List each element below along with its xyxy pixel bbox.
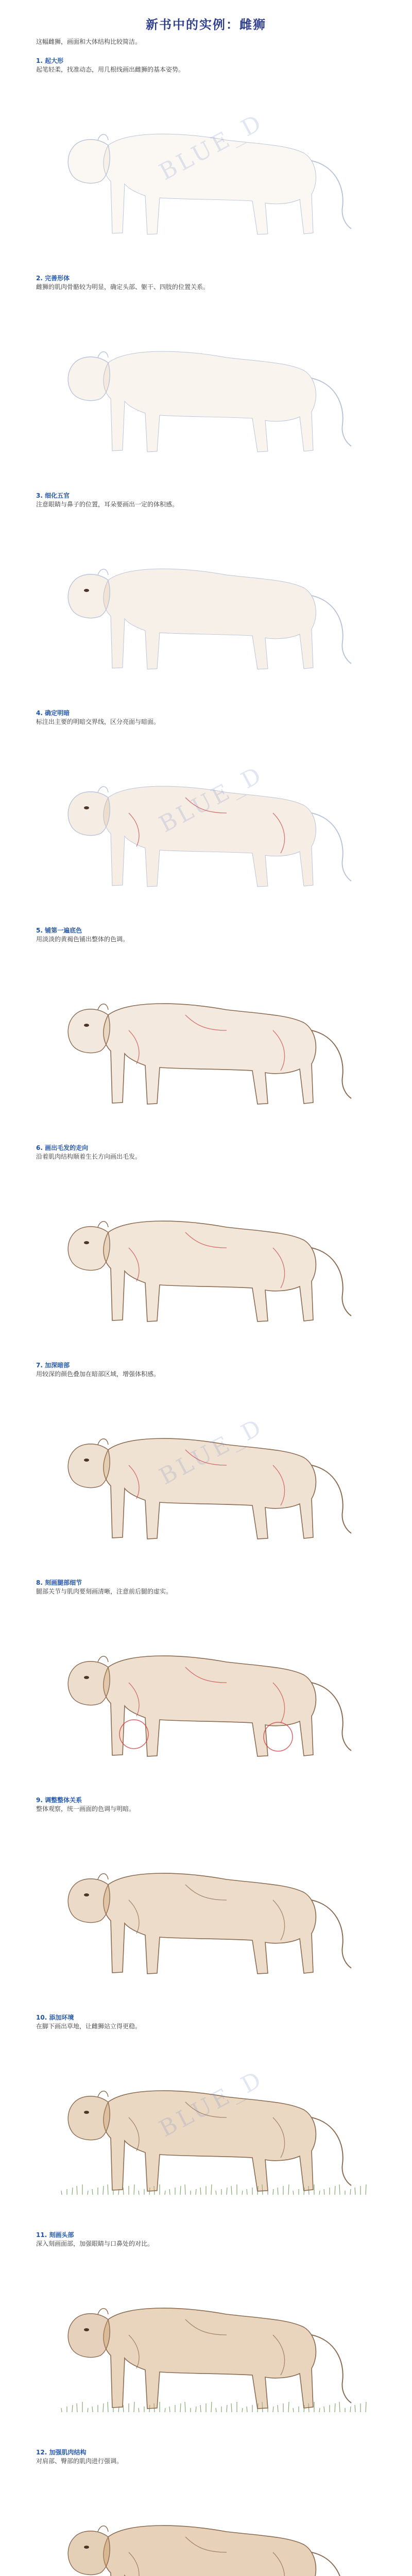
step-number: 12. (36, 2449, 47, 2456)
tail (312, 2117, 351, 2185)
step-heading: 刻画头部 (47, 2231, 74, 2239)
grass-strokes (61, 2402, 366, 2412)
detail-circle (264, 1722, 293, 1751)
lioness-drawing (31, 1823, 381, 1993)
ear-stroke (98, 1004, 108, 1010)
tail (312, 2335, 351, 2403)
ear-stroke (98, 569, 108, 575)
eye (84, 1893, 89, 1896)
step-illustration (31, 736, 381, 906)
lioness-drawing (31, 2475, 381, 2576)
step-heading: 加强肌肉结构 (47, 2449, 87, 2456)
step-number: 8. (36, 1579, 43, 1586)
tail (312, 378, 351, 446)
eye (84, 2111, 89, 2114)
lioness-head (68, 1444, 110, 1488)
step-text: 起笔轻柔，找准动态，用几根线画出雌狮的基本姿势。 (36, 66, 185, 73)
ear-stroke (98, 1656, 108, 1662)
lioness-head (68, 2314, 110, 2358)
tail (312, 813, 351, 881)
eye (84, 1676, 89, 1679)
step-number: 5. (36, 927, 43, 934)
watermark: BLUE_D (154, 760, 268, 838)
lioness-head (68, 1879, 110, 1923)
step-illustration (31, 953, 381, 1123)
step-number: 4. (36, 709, 43, 717)
lioness-head (68, 1227, 110, 1270)
lioness-head (68, 2096, 110, 2140)
tail (312, 1030, 351, 1098)
lioness-drawing (31, 953, 381, 1123)
watermark: BLUE_D (154, 1413, 268, 1490)
lioness-body (104, 351, 316, 452)
lioness-drawing (31, 301, 381, 471)
step-text: 用较深的颜色叠加在暗部区域，增强体积感。 (36, 1370, 160, 1378)
lioness-head (68, 357, 110, 401)
watermark: BLUE_D (154, 108, 268, 186)
lioness-head (68, 574, 110, 618)
step-caption (36, 57, 376, 74)
step-illustration (31, 1388, 381, 1558)
step-heading: 调整整体关系 (42, 1797, 82, 1804)
step-number: 9. (36, 1797, 43, 1804)
step-text: 沿着肌肉结构顺着生长方向画出毛发。 (36, 1153, 142, 1160)
ear-stroke (98, 787, 108, 792)
lioness-head (68, 2531, 110, 2575)
lioness-head (68, 1662, 110, 1705)
tail (312, 1900, 351, 1968)
lioness-body (104, 1656, 316, 1756)
step-illustration (31, 1171, 381, 1341)
eye (84, 806, 89, 809)
ear-stroke (98, 2091, 108, 2097)
step-text: 用淡淡的黄褐色铺出整体的色调。 (36, 936, 129, 943)
step-caption (36, 492, 376, 509)
lioness-body (104, 1873, 316, 1974)
eye (84, 1024, 89, 1027)
eye (84, 2546, 89, 2549)
lioness-body (104, 1004, 316, 1104)
lioness-body (104, 1221, 316, 1321)
ear-stroke (98, 2309, 108, 2314)
ear-stroke (98, 1874, 108, 1879)
step-text: 标注出主要的明暗交界线，区分亮面与暗面。 (36, 718, 160, 725)
step-caption (36, 274, 376, 292)
lioness-body (104, 569, 316, 669)
step-caption (36, 2013, 376, 2031)
ear-stroke (98, 2526, 108, 2532)
lioness-drawing (31, 83, 381, 253)
step-illustration (31, 301, 381, 471)
lioness-drawing (31, 2258, 381, 2428)
tail (312, 1465, 351, 1533)
step-number: 10. (36, 2014, 47, 2021)
step-heading: 铺第一遍底色 (42, 927, 82, 934)
step-number: 11. (36, 2231, 47, 2239)
step-caption (36, 1361, 376, 1379)
step-caption (36, 926, 376, 944)
tail (312, 2552, 351, 2576)
step-number: 7. (36, 1362, 43, 1369)
step-illustration (31, 2040, 381, 2210)
lioness-head (68, 1009, 110, 1053)
ear-stroke (98, 352, 108, 358)
step-illustration (31, 2475, 381, 2576)
step-text: 在脚下画出草地，让雌狮站立得更稳。 (36, 2023, 142, 2030)
ear-stroke (98, 134, 108, 140)
step-text: 腿部关节与肌肉要刻画清晰，注意前后腿的虚实。 (36, 1588, 173, 1595)
step-caption (36, 1144, 376, 1161)
tail (312, 596, 351, 664)
lioness-head (68, 140, 110, 183)
step-illustration (31, 2258, 381, 2428)
step-illustration (31, 1605, 381, 1775)
page-title: 新书中的实例：雌狮 (146, 17, 266, 32)
step-heading: 完善形体 (42, 275, 70, 282)
step-caption (36, 709, 376, 726)
step-caption (36, 1796, 376, 1814)
lioness-drawing (31, 736, 381, 906)
step-heading: 加深暗部 (42, 1362, 70, 1369)
lioness-drawing (31, 1171, 381, 1341)
lioness-drawing (31, 1605, 381, 1775)
step-heading: 添加环境 (47, 2014, 74, 2021)
ear-stroke (98, 1439, 108, 1445)
step-number: 1. (36, 57, 43, 64)
tail (312, 1248, 351, 1316)
tail (312, 161, 351, 229)
step-text: 深入刻画面部，加强眼睛与口鼻处的对比。 (36, 2240, 154, 2247)
step-illustration (31, 518, 381, 688)
step-caption (36, 2448, 376, 2466)
grass-strokes (61, 2184, 366, 2195)
eye (84, 2328, 89, 2331)
step-caption (36, 2231, 376, 2248)
intro-text: 这幅雌狮，画面和大体结构比较简洁。 (36, 38, 142, 45)
lioness-body (104, 2308, 316, 2409)
step-number: 3. (36, 492, 43, 499)
eye (84, 1459, 89, 1462)
step-illustration (31, 83, 381, 253)
ear-stroke (98, 1222, 108, 1227)
watermark: BLUE_D (154, 2065, 268, 2143)
step-illustration (31, 1823, 381, 1993)
step-text: 整体观察，统一画面的色调与明暗。 (36, 1805, 135, 1812)
step-number: 2. (36, 275, 43, 282)
step-heading: 起大形 (42, 57, 64, 64)
step-caption (36, 1579, 376, 1596)
step-heading: 刻画腿部细节 (42, 1579, 82, 1586)
lioness-drawing (31, 1388, 381, 1558)
step-text: 雌狮的肌肉骨骼较为明显，确定头部、躯干、四肢的位置关系。 (36, 283, 210, 291)
step-heading: 细化五官 (42, 492, 70, 499)
tail (312, 1683, 351, 1751)
step-text: 注意眼睛与鼻子的位置，耳朵要画出一定的体积感。 (36, 501, 179, 508)
step-heading: 画出毛发的走向 (42, 1144, 89, 1151)
lioness-drawing (31, 2040, 381, 2210)
lioness-drawing (31, 518, 381, 688)
step-text: 对肩部、臀部的肌肉进行强调。 (36, 2458, 123, 2465)
step-number: 6. (36, 1144, 43, 1151)
eye (84, 1241, 89, 1244)
eye (84, 589, 89, 592)
step-heading: 确定明暗 (42, 709, 70, 717)
lioness-head (68, 792, 110, 836)
